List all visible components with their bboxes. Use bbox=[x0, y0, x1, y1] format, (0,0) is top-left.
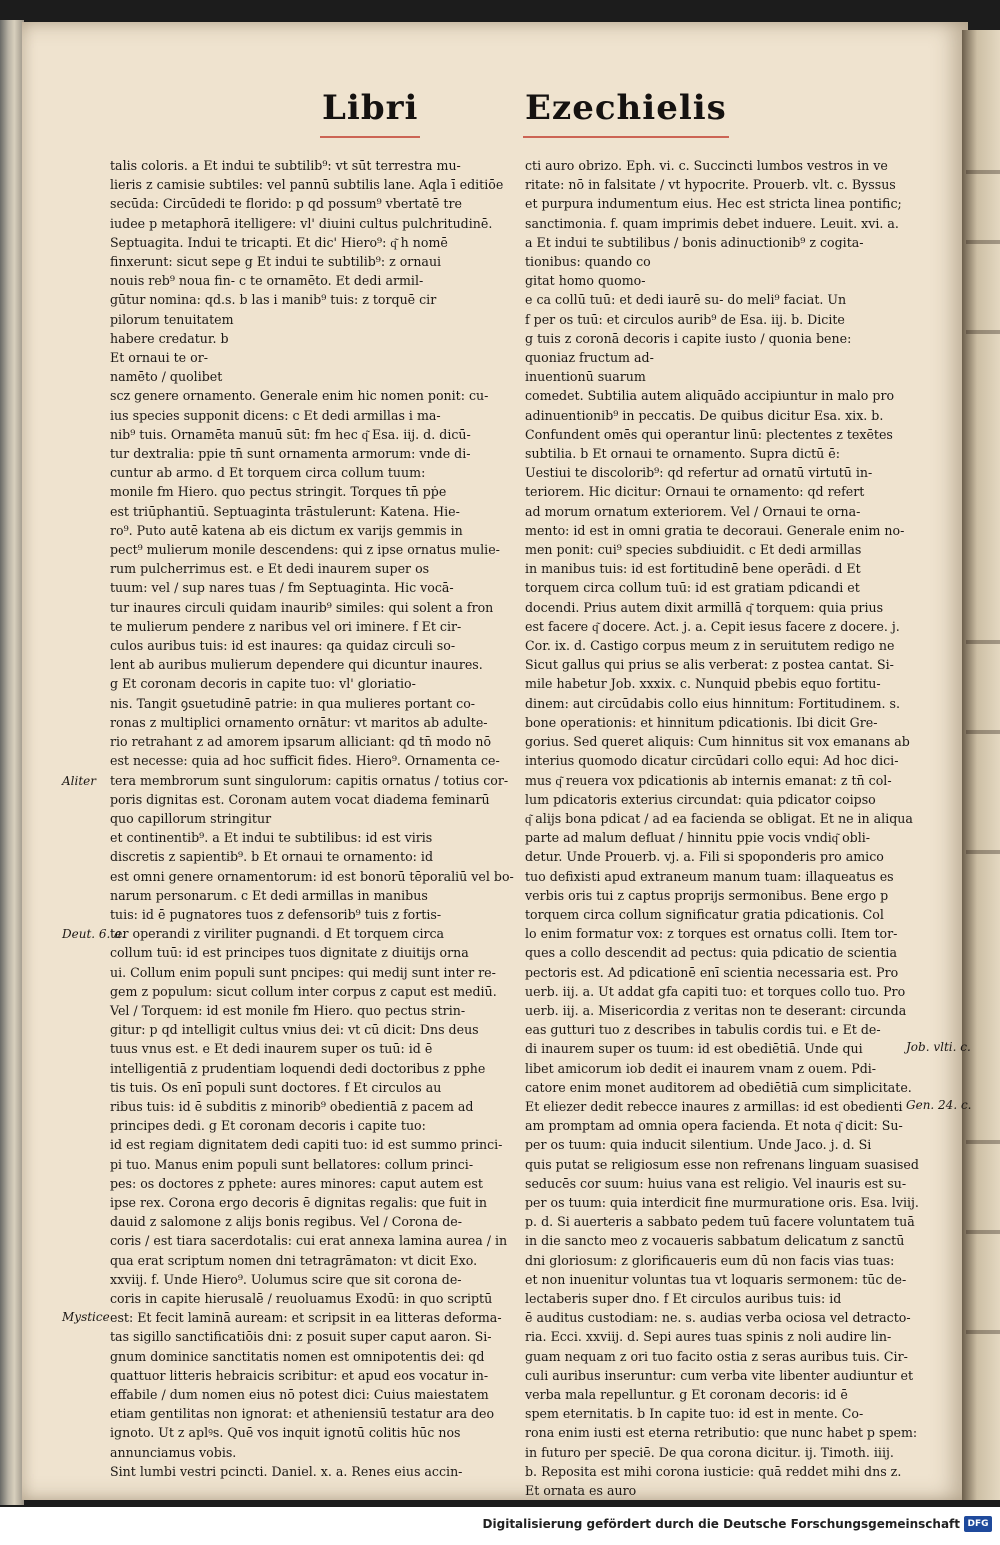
text-line: lieris z camisie subtiles: vel pannū subtilis lane. Aqla ī editiōe bbox=[110, 177, 504, 193]
text-line: tionibus: quando co bbox=[525, 254, 651, 270]
text-line: gūtur nomina: qd.s. b las i manib⁹ tuis: z torquē cir bbox=[110, 292, 437, 308]
text-line: gorius. Sed queret aliquis: Cum hinnitus sit vox emanans ab bbox=[525, 734, 910, 750]
text-line: adinuentionib⁹ in peccatis. De quibus dicitur Esa. xix. b. bbox=[525, 407, 884, 423]
text-line: dinem: aut circūdabis collo eius hinnitum: Fortitudinem. s. bbox=[525, 695, 900, 711]
text-line: monile fm Hiero. quo pectus stringit. Torques tn̄ pṗe bbox=[110, 484, 447, 500]
text-line: interius quomodo dicatur circūdari collo equi: Ad hoc dici- bbox=[525, 753, 899, 769]
text-line: men ponit: cui⁹ species subdiuidit. c Et dedi armillas bbox=[525, 542, 862, 558]
text-line: annunciamus vobis. bbox=[110, 1444, 237, 1460]
text-line: subtilia. b Et ornaui te ornamento. Supra dictū ē: bbox=[525, 446, 840, 462]
text-line: ignoto. Ut z aplꝰs. Quē vos inquit ignotū colitis hūc nos bbox=[110, 1425, 461, 1441]
text-line: tera membrorum sunt singulorum: capitis ornatus / totius cor- bbox=[110, 772, 509, 788]
digitization-footer bbox=[0, 1507, 1000, 1545]
text-line: mus q͂ reuera vox pdicationis ab internis emanat: z tn̄ col- bbox=[525, 772, 892, 788]
text-line: Et eliezer dedit rebecce inaures z armillas: id est obedienti bbox=[525, 1098, 903, 1114]
running-head-right: Ezechielis bbox=[525, 88, 727, 128]
text-line: tuus vnus est. e Et dedi inaurem super os tuū: id ē bbox=[110, 1041, 433, 1057]
text-line: g tuis z coronā decoris i capite iusto / quonia bene: bbox=[525, 330, 852, 346]
text-line: a Et indui te subtilibus / bonis adinuctionib⁹ z cogita- bbox=[525, 234, 864, 250]
text-line: rona enim iusti est eterna retributio: que nunc habet p spem: bbox=[525, 1425, 918, 1441]
text-line: ronas z multiplici ornamento ornātur: vt maritos ab adulte- bbox=[110, 714, 488, 730]
running-head-left: Libri bbox=[322, 88, 419, 128]
book-edge-left bbox=[0, 20, 24, 1505]
text-line: detur. Unde Prouerb. vj. a. Fili si spoponderis pro amico bbox=[525, 849, 884, 865]
text-line: et purpura indumentum eius. Hec est stricta linea pontific; bbox=[525, 196, 902, 212]
text-line: in futuro per speciē. De qua corona dicitur. ij. Timoth. iiij. bbox=[525, 1444, 894, 1460]
text-line: f per os tuū: et circulos aurib⁹ de Esa. iij. b. Dicite bbox=[525, 311, 845, 327]
text-line: ē auditus custodiam: ne. s. audias verba ociosa vel detracto- bbox=[525, 1310, 911, 1326]
text-line: gitur: p qd intelligit cultus vnius dei: vt cū dicit: Dns deus bbox=[110, 1022, 479, 1038]
text-line: tuo defixisti apud extraneum manum tuam: illaqueatus es bbox=[525, 868, 894, 884]
text-line: Sint lumbi vestri pcincti. Daniel. x. a. Renes eius accin- bbox=[110, 1463, 463, 1479]
text-line: ipse rex. Corona ergo decoris ē dignitas regalis: que fuit in bbox=[110, 1194, 488, 1210]
text-line: comedet. Subtilia autem aliquādo accipiuntur in malo pro bbox=[525, 388, 895, 404]
text-line: scz genere ornamento. Generale enim hic nomen ponit: cu- bbox=[110, 388, 489, 404]
text-line: secūda: Circūdedi te florido: p qd possum⁹ vbertatē tre bbox=[110, 196, 462, 212]
text-line: parte ad malum defluat / hinnitu ppie vocis vndiq͂ obli- bbox=[525, 830, 871, 846]
text-line: g Et coronam decoris in capite tuo: vl' gloriatio- bbox=[110, 676, 416, 692]
text-line: uerb. iij. a. Ut addat gfa capiti tuo: et torques collo tuo. Pro bbox=[525, 983, 906, 999]
text-line: tur dextralia: ppie tn̄ sunt ornamenta armorum: vnde di- bbox=[110, 446, 471, 462]
text-line: gitat homo quomo- bbox=[525, 273, 646, 289]
text-line: quo capillorum stringitur bbox=[110, 810, 272, 826]
text-line: gem z populum: sicut collum inter corpus z caput est mediū. bbox=[110, 983, 497, 999]
text-line: talis coloris. a Et indui te subtilib⁹: vt sūt terrestra mu- bbox=[110, 158, 461, 173]
text-line: xxviij. f. Unde Hiero⁹. Uolumus scire que sit corona de- bbox=[110, 1271, 462, 1287]
text-line: lo enim formatur vox: z torques est ornatus colli. Item tor- bbox=[525, 926, 898, 942]
text-line: b. Reposita est mihi corona iusticie: quā reddet mihi dns z. bbox=[525, 1463, 902, 1479]
text-line: di inaurem super os tuum: id est obediētiā. Unde qui bbox=[525, 1041, 863, 1057]
text-line: e ca collū tuū: et dedi iaurē su- do meli⁹ faciat. Un bbox=[525, 292, 847, 308]
funding-credit: Digitalisierung gefördert durch die Deutsche Forschungsgemeinschaft bbox=[482, 1517, 960, 1531]
text-line: ad morum ornatum exteriorem. Vel / Ornaui te orna- bbox=[525, 503, 861, 519]
text-line: et non inuenitur voluntas tua vt loquaris sermonem: tūc de- bbox=[525, 1271, 907, 1287]
text-line: tur inaures circuli quidam inaurib⁹ similes: qui solent a fron bbox=[110, 599, 494, 615]
text-line: cuntur ab armo. d Et torquem circa collum tuum: bbox=[110, 465, 426, 481]
text-line: Sicut gallus qui prius se alis verberat: z postea cantat. Si- bbox=[525, 657, 894, 673]
text-line: q͂ alijs bona pdicat / ad ea facienda se obligat. Et ne in aliqua bbox=[525, 810, 913, 826]
text-line: Confundent omēs qui operantur linū: plectentes z texētes bbox=[525, 426, 893, 442]
text-line: pilorum tenuitatem bbox=[110, 311, 234, 327]
text-line: sanctimonia. f. quam imprimis debet induere. Leuit. xvi. a. bbox=[525, 215, 899, 231]
text-line: culos auribus tuis: id est inaures: qa quidaz circuli so- bbox=[110, 638, 456, 654]
text-line: nib⁹ tuis. Ornamēta manuū sūt: fm hec q͂ Esa. iij. d. dicū- bbox=[110, 426, 471, 442]
text-line: p. d. Si auerteris a sabbato pedem tuū facere voluntatem tuā bbox=[525, 1214, 915, 1230]
text-line: guam nequam z ori tuo facito ostia z seras auribus tuis. Cir- bbox=[525, 1348, 908, 1364]
text-line: gnum dominice sanctitatis nomen est omnipotentis dei: qd bbox=[110, 1348, 485, 1364]
text-line: ius species supponit dicens: c Et dedi armillas i ma- bbox=[110, 407, 441, 423]
right-text-column bbox=[525, 156, 919, 1500]
margin-note-aliter: Aliter bbox=[62, 774, 97, 788]
text-line: per os tuum: quia inducit silentium. Unde Jaco. j. d. Si bbox=[525, 1137, 872, 1153]
text-line: lectaberis super dno. f Et circulos auribus tuis: id bbox=[525, 1290, 842, 1306]
text-line: torquem circa collum tuū: id est gratiam pdicandi et bbox=[525, 580, 860, 596]
text-line: Septuagita. Indui te tricapti. Et dic' Hiero⁹: q͂ h nomē bbox=[110, 234, 448, 250]
text-line: pes: os doctores z pphete: aures minores: caput autem est bbox=[110, 1175, 483, 1191]
text-line: per os tuum: quia interdicit fine murmuratione oris. Esa. lviij. bbox=[525, 1194, 919, 1210]
text-line: tas sigillo sanctificatiōis dni: z posuit super caput aaron. Si- bbox=[110, 1329, 492, 1345]
text-line: Cor. ix. d. Castigo corpus meum z in seruitutem redigo ne bbox=[525, 638, 895, 654]
text-line: namēto / quolibet bbox=[110, 369, 223, 385]
text-line: nis. Tangit ꝯsuetudinē patrie: in qua mulieres portant co- bbox=[110, 695, 476, 711]
text-line: Uestiui te discolorib⁹: qd refertur ad ornatū virtutū in- bbox=[525, 465, 873, 481]
text-line: finxerunt: sicut sepe g Et indui te subtilib⁹: z ornaui bbox=[110, 254, 442, 270]
text-line: effabile / dum nomen eius nō potest dici: Cuius maiestatem bbox=[110, 1387, 489, 1402]
text-line: habere credatur. b bbox=[110, 330, 229, 346]
text-line: Et ornata es auro bbox=[525, 1483, 637, 1499]
text-line: collum tuū: id est principes tuos dignitate z diuitijs orna bbox=[110, 945, 469, 961]
text-line: seducēs cor suum: huius vana est religio. Vel inauris est su- bbox=[525, 1175, 907, 1191]
text-line: docendi. Prius autem dixit armillā q͂ torquem: quia prius bbox=[525, 599, 884, 615]
text-line: est: Et fecit laminā auream: et scripsit in ea litteras deforma- bbox=[110, 1310, 502, 1326]
text-line: mento: id est in omni gratia te decoraui. Generale enim no- bbox=[525, 522, 905, 538]
text-line: culi auribus inseruntur: cum verba vite libenter audiuntur et bbox=[525, 1367, 914, 1383]
text-line: nouis reb⁹ noua fin- c te ornamēto. Et dedi armil- bbox=[110, 273, 424, 289]
text-line: cti auro obrizo. Eph. vi. c. Succincti lumbos vestros in ve bbox=[525, 158, 888, 173]
text-line: libet amicorum iob dedit ei inaurem vnam z ouem. Pdi- bbox=[525, 1060, 877, 1076]
margin-note-mystice: Mystice bbox=[62, 1310, 110, 1324]
margin-note-deut: Deut. 6. a. bbox=[62, 927, 126, 941]
text-line: est necesse: quia ad hoc sufficit fides. Hiero⁹. Ornamenta ce- bbox=[110, 753, 500, 769]
text-line: id est regiam dignitatem dedi capiti tuo: id est summo princi- bbox=[110, 1137, 503, 1153]
text-line: coris / est tiara sacerdotalis: cui erat annexa lamina aurea / in bbox=[110, 1233, 508, 1249]
text-line: uerb. iij. a. Misericordia z veritas non te deserant: circunda bbox=[525, 1002, 907, 1018]
text-line: intelligentiā z prudentiam loquendi dedi doctoribus z pphe bbox=[110, 1060, 486, 1076]
text-line: Et ornaui te or- bbox=[110, 350, 208, 366]
text-line: pectoris est. Ad pdicationē enī scientia necessaria est. Pro bbox=[525, 964, 899, 980]
text-line: bone operationis: et hinnitum pdicationis. Ibi dicit Gre- bbox=[525, 714, 878, 730]
text-line: am promptam ad omnia opera facienda. Et nota q͂ dicit: Su- bbox=[525, 1118, 903, 1134]
text-line: ro⁹. Puto autē katena ab eis dictum ex varijs gemmis in bbox=[110, 522, 463, 538]
facing-page-edge bbox=[962, 30, 1000, 1500]
text-line: rio retrahant z ad amorem ipsarum alliciant: qd tn̄ modo nō bbox=[110, 734, 492, 750]
text-line: ques a collo descendit ad pectus: quia pdicatio de scientia bbox=[525, 945, 897, 961]
text-line: spem eternitatis. b In capite tuo: id est in mente. Co- bbox=[525, 1406, 864, 1422]
text-line: narum personarum. c Et dedi armillas in manibus bbox=[110, 887, 428, 903]
text-line: catore enim monet auditorem ad obediētiā cum simplicitate. bbox=[525, 1079, 912, 1095]
text-line: est facere q͂ docere. Act. j. a. Cepit iesus facere z docere. j. bbox=[525, 618, 900, 634]
text-line: quis putat se religiosum esse non refrenans linguam suasised bbox=[525, 1156, 919, 1172]
text-line: est triūphantiū. Septuaginta trāstulerunt: Katena. Hie- bbox=[110, 503, 460, 519]
text-line: ui. Collum enim populi sunt pncipes: qui medij sunt inter re- bbox=[110, 964, 496, 980]
text-line: torquem circa collum significatur gratia pdicationis. Col bbox=[525, 906, 884, 922]
text-line: quattuor litteris hebraicis scribitur: et apud eos vocatur in- bbox=[110, 1367, 489, 1383]
text-line: verba mala repelluntur. g Et coronam decoris: id ē bbox=[525, 1387, 848, 1402]
margin-note-job: Job. vlti. c. bbox=[906, 1040, 971, 1054]
text-line: discretis z sapientib⁹. b Et ornaui te ornamento: id bbox=[110, 849, 434, 865]
text-line: ria. Ecci. xxviij. d. Sepi aures tuas spinis z noli audire lin- bbox=[525, 1329, 892, 1345]
text-line: eas gutturi tuo z describes in tabulis cordis tui. e Et de- bbox=[525, 1022, 881, 1038]
dfg-logo: DFG bbox=[964, 1516, 992, 1532]
text-line: in die sancto meo z vocaueris sabbatum delicatum z sanctū bbox=[525, 1233, 905, 1249]
text-line: tuis: id ē pugnatores tuos z defensorib⁹ tuis z fortis- bbox=[110, 906, 442, 922]
text-line: quoniaz fructum ad- bbox=[525, 350, 654, 366]
text-line: poris dignitas est. Coronam autem vocat diadema feminarū bbox=[110, 791, 490, 807]
text-line: teriorem. Hic dicitur: Ornaui te ornamento: qd refert bbox=[525, 484, 865, 500]
text-line: et continentib⁹. a Et indui te subtilibus: id est viris bbox=[110, 830, 433, 846]
text-line: pect⁹ mulierum monile descendens: qui z ipse ornatus mulie- bbox=[110, 542, 500, 558]
text-line: ribus tuis: id ē subditis z minorib⁹ obedientiā z pacem ad bbox=[110, 1098, 474, 1114]
text-line: ter operandi z viriliter pugnandi. d Et torquem circa bbox=[110, 926, 445, 942]
text-line: tis tuis. Os enī populi sunt doctores. f Et circulos au bbox=[110, 1079, 442, 1095]
text-line: rum pulcherrimus est. e Et dedi inaurem super os bbox=[110, 561, 430, 577]
text-line: in manibus tuis: id est fortitudinē bene operādi. d Et bbox=[525, 561, 861, 577]
text-line: etiam gentilitas non ignorat: et atheniensiū testatur ara deo bbox=[110, 1406, 495, 1422]
text-line: tuum: vel / sup nares tuas / fm Septuaginta. Hic vocā- bbox=[110, 580, 454, 596]
margin-note-gen: Gen. 24. c. bbox=[906, 1098, 972, 1112]
text-line: iudee p metaphorā itelligere: vl' diuini cultus pulchritudinē. bbox=[110, 215, 493, 231]
text-line: ritate: nō in falsitate / vt hypocrite. Prouerb. vlt. c. Byssus bbox=[525, 177, 896, 193]
text-line: coris in capite hierusalē / reuoluamus Exodū: in quo scriptū bbox=[110, 1290, 493, 1306]
text-line: dauid z salomone z alijs bonis regibus. Vel / Corona de- bbox=[110, 1214, 462, 1230]
text-line: mile habetur Job. xxxix. c. Nunquid pbebis equo fortitu- bbox=[525, 676, 881, 692]
text-line: te mulierum pendere z naribus vel ori iminere. f Et cir- bbox=[110, 618, 462, 634]
left-text-column bbox=[110, 156, 514, 1481]
text-line: principes dedi. g Et coronam decoris i capite tuo: bbox=[110, 1118, 426, 1134]
text-line: est omni genere ornamentorum: id est bonorū tēporaliū vel bo- bbox=[110, 868, 514, 884]
text-line: pi tuo. Manus enim populi sunt bellatores: collum princi- bbox=[110, 1156, 474, 1172]
text-line: verbis oris tui z captus proprijs sermonibus. Bene ergo p bbox=[525, 887, 889, 903]
text-line: lent ab auribus mulierum dependere qui dicuntur inaures. bbox=[110, 657, 483, 673]
text-line: qua erat scriptum nomen dni tetragrāmaton: vt dicit Exo. bbox=[110, 1252, 478, 1268]
text-line: inuentionū suarum bbox=[525, 369, 646, 385]
text-line: lum pdicatoris exterius circundat: quia pdicator coipso bbox=[525, 791, 876, 807]
text-line: Vel / Torquem: id est monile fm Hiero. quo pectus strin- bbox=[110, 1002, 466, 1018]
text-line: dni gloriosum: z glorificaueris eum dū non facis vias tuas: bbox=[525, 1252, 895, 1268]
